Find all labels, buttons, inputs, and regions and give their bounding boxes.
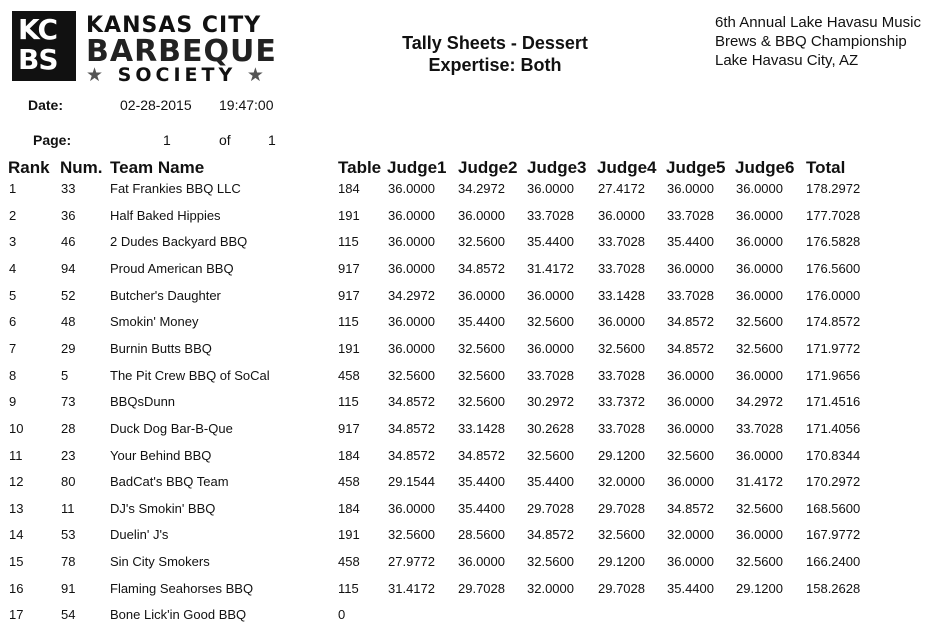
cell-judge1: 36.0000 — [388, 181, 435, 196]
column-header-judge4: Judge4 — [597, 158, 657, 177]
cell-team-name: The Pit Crew BBQ of SoCal — [110, 367, 270, 383]
cell-judge2: 28.5600 — [458, 527, 505, 543]
column-header-team-name: Team Name — [110, 158, 205, 177]
cell-judge1: 31.4172 — [388, 580, 435, 596]
cell-total: 177.7028 — [806, 207, 861, 223]
cell-table: 458 — [338, 474, 360, 490]
cell-judge6: 32.5600 — [736, 340, 783, 356]
cell-num: 48 — [61, 314, 76, 330]
cell-judge4: 36.0000 — [598, 207, 645, 223]
cell-judge5: 34.8572 — [667, 314, 714, 330]
cell-judge4: 33.7028 — [598, 260, 645, 276]
cell-total: 178.2972 — [806, 181, 861, 196]
cell-rank: 1 — [9, 181, 17, 196]
cell-total: 167.9772 — [806, 527, 861, 543]
cell-table: 458 — [338, 554, 360, 570]
cell-num: 28 — [61, 420, 76, 436]
cell-judge1: 36.0000 — [388, 500, 435, 516]
cell-judge5: 36.0000 — [667, 394, 714, 410]
cell-team-name: Proud American BBQ — [110, 260, 234, 276]
table-row — [0, 501, 950, 527]
page-current: 1 — [163, 132, 171, 148]
table-row — [0, 527, 950, 553]
cell-rank: 13 — [9, 500, 24, 516]
cell-table: 184 — [338, 500, 360, 516]
cell-table: 191 — [338, 340, 360, 356]
cell-table: 458 — [338, 367, 360, 383]
cell-judge1: 36.0000 — [388, 207, 435, 223]
cell-judge5: 36.0000 — [667, 260, 714, 276]
date-label: Date: — [28, 97, 64, 113]
logo-society-line — [86, 64, 268, 86]
cell-total: 168.5600 — [806, 500, 861, 516]
cell-rank: 3 — [9, 234, 17, 250]
cell-judge6: 36.0000 — [736, 181, 783, 196]
cell-judge3: 36.0000 — [527, 181, 574, 196]
cell-judge5: 35.4400 — [667, 580, 714, 596]
cell-total: 171.4056 — [806, 420, 861, 436]
cell-team-name: Half Baked Hippies — [110, 207, 221, 223]
cell-team-name: Smokin' Money — [110, 314, 199, 330]
cell-judge6: 36.0000 — [736, 287, 783, 303]
cell-total: 176.5600 — [806, 260, 861, 276]
cell-rank: 8 — [9, 367, 17, 383]
report-title-line2: Expertise: Both — [428, 55, 562, 75]
column-header-judge6: Judge6 — [735, 158, 795, 177]
cell-team-name: Butcher's Daughter — [110, 287, 221, 303]
cell-judge4: 36.0000 — [598, 314, 645, 330]
cell-num: 78 — [61, 554, 76, 570]
cell-judge3: 33.7028 — [527, 367, 574, 383]
page-label: Page: — [33, 132, 72, 148]
cell-table: 917 — [338, 260, 360, 276]
cell-team-name: Sin City Smokers — [110, 554, 210, 570]
cell-rank: 16 — [9, 580, 24, 596]
cell-num: 5 — [61, 367, 69, 383]
cell-judge3: 36.0000 — [527, 287, 574, 303]
report-title — [350, 32, 640, 76]
cell-rank: 15 — [9, 554, 24, 570]
time-value: 19:47:00 — [219, 97, 274, 113]
cell-judge2: 29.7028 — [458, 580, 505, 596]
cell-rank: 14 — [9, 527, 24, 543]
cell-table: 184 — [338, 181, 360, 196]
cell-judge5: 36.0000 — [667, 420, 714, 436]
cell-judge4: 29.1200 — [598, 554, 645, 570]
cell-judge3: 34.8572 — [527, 527, 574, 543]
table-row — [0, 368, 950, 394]
cell-team-name: Fat Frankies BBQ LLC — [110, 181, 241, 196]
cell-num: 73 — [61, 394, 76, 410]
cell-table: 917 — [338, 420, 360, 436]
cell-judge3: 30.2628 — [527, 420, 574, 436]
cell-judge1: 36.0000 — [388, 234, 435, 250]
cell-judge6: 33.7028 — [736, 420, 783, 436]
cell-judge2: 35.4400 — [458, 500, 505, 516]
cell-team-name: Burnin Butts BBQ — [110, 340, 212, 356]
cell-judge2: 32.5600 — [458, 394, 505, 410]
cell-team-name: BBQsDunn — [110, 394, 176, 410]
cell-num: 46 — [61, 234, 76, 250]
cell-judge4: 32.0000 — [598, 474, 645, 490]
table-row — [0, 421, 950, 447]
cell-team-name: Bone Lick'in Good BBQ — [110, 607, 247, 623]
cell-judge5: 36.0000 — [667, 367, 714, 383]
cell-judge5: 36.0000 — [667, 554, 714, 570]
cell-judge2: 36.0000 — [458, 287, 505, 303]
cell-judge6: 36.0000 — [736, 527, 783, 543]
cell-num: 29 — [61, 340, 76, 356]
cell-table: 115 — [338, 394, 359, 410]
cell-total: 171.9772 — [806, 340, 861, 356]
logo-mark-bottom: BS — [18, 43, 58, 76]
cell-judge2: 35.4400 — [458, 474, 505, 490]
cell-judge2: 32.5600 — [458, 340, 505, 356]
cell-judge6: 29.1200 — [736, 580, 783, 596]
cell-judge1: 34.8572 — [388, 420, 435, 436]
cell-judge6: 32.5600 — [736, 500, 783, 516]
cell-judge6: 32.5600 — [736, 554, 783, 570]
table-row — [0, 448, 950, 474]
cell-judge3: 32.5600 — [527, 554, 574, 570]
cell-judge2: 32.5600 — [458, 367, 505, 383]
cell-judge3: 31.4172 — [527, 260, 574, 276]
cell-judge3: 32.5600 — [527, 447, 574, 463]
cell-judge1: 36.0000 — [388, 314, 435, 330]
cell-team-name: Your Behind BBQ — [110, 447, 212, 463]
cell-judge6: 36.0000 — [736, 447, 783, 463]
cell-num: 23 — [61, 447, 76, 463]
cell-judge3: 32.5600 — [527, 314, 574, 330]
cell-judge2: 36.0000 — [458, 554, 505, 570]
cell-judge6: 36.0000 — [736, 207, 783, 223]
cell-judge2: 33.1428 — [458, 420, 505, 436]
cell-table: 115 — [338, 234, 359, 250]
cell-judge5: 33.7028 — [667, 287, 714, 303]
table-row — [0, 607, 950, 633]
date-value: 02-28-2015 — [120, 97, 192, 113]
cell-rank: 2 — [9, 207, 17, 223]
cell-total: 171.9656 — [806, 367, 861, 383]
kcbs-logo — [12, 11, 280, 85]
cell-total: 174.8572 — [806, 314, 861, 330]
cell-rank: 6 — [9, 314, 17, 330]
cell-team-name: BadCat's BBQ Team — [110, 474, 229, 490]
cell-table: 184 — [338, 447, 360, 463]
table-row — [0, 581, 950, 607]
cell-team-name: Duelin' J's — [110, 527, 169, 543]
cell-judge2: 34.8572 — [458, 260, 505, 276]
cell-judge4: 33.7028 — [598, 420, 645, 436]
cell-judge1: 27.9772 — [388, 554, 435, 570]
cell-judge1: 34.8572 — [388, 447, 435, 463]
cell-total: 170.8344 — [806, 447, 861, 463]
column-header-rank: Rank — [8, 158, 50, 177]
table-row — [0, 181, 950, 207]
cell-num: 54 — [61, 607, 76, 623]
cell-judge2: 32.5600 — [458, 234, 505, 250]
table-row — [0, 234, 950, 260]
cell-judge4: 29.7028 — [598, 580, 645, 596]
cell-judge4: 32.5600 — [598, 527, 645, 543]
cell-judge6: 31.4172 — [736, 474, 783, 490]
cell-table: 191 — [338, 207, 360, 223]
cell-num: 52 — [61, 287, 76, 303]
cell-judge6: 36.0000 — [736, 260, 783, 276]
table-row — [0, 288, 950, 314]
cell-total: 176.0000 — [806, 287, 861, 303]
event-line1: 6th Annual Lake Havasu Music — [715, 14, 921, 31]
cell-total: 176.5828 — [806, 234, 861, 250]
cell-team-name: Duck Dog Bar-B-Que — [110, 420, 233, 436]
cell-judge5: 36.0000 — [667, 474, 714, 490]
cell-table: 0 — [338, 607, 346, 623]
cell-judge3: 30.2972 — [527, 394, 574, 410]
cell-team-name: 2 Dudes Backyard BBQ — [110, 234, 248, 250]
cell-judge6: 36.0000 — [736, 367, 783, 383]
cell-team-name: Flaming Seahorses BBQ — [110, 580, 254, 596]
column-header-judge3: Judge3 — [527, 158, 587, 177]
logo-mark-top: KC — [18, 13, 57, 46]
cell-rank: 12 — [9, 474, 24, 490]
cell-judge5: 32.0000 — [667, 527, 714, 543]
cell-judge4: 33.7028 — [598, 234, 645, 250]
logo-kansas-city: KANSAS CITY — [86, 13, 262, 38]
event-info — [715, 13, 921, 70]
star-icon: ★ — [86, 64, 108, 86]
cell-rank: 7 — [9, 340, 17, 356]
cell-judge4: 33.7028 — [598, 367, 645, 383]
cell-judge6: 36.0000 — [736, 234, 783, 250]
cell-total: 158.2628 — [806, 580, 861, 596]
cell-total: 170.2972 — [806, 474, 861, 490]
cell-judge1: 32.5600 — [388, 367, 435, 383]
column-header-num: Num. — [60, 158, 103, 177]
column-header-table: Table — [338, 158, 382, 177]
cell-judge1: 36.0000 — [388, 340, 435, 356]
cell-table: 191 — [338, 527, 360, 543]
table-row — [0, 341, 950, 367]
cell-judge5: 34.8572 — [667, 500, 714, 516]
column-header-judge1: Judge1 — [387, 158, 447, 177]
cell-num: 53 — [61, 527, 76, 543]
cell-table: 115 — [338, 580, 359, 596]
report-title-line1: Tally Sheets - Dessert — [402, 33, 588, 53]
cell-num: 80 — [61, 474, 76, 490]
cell-rank: 11 — [9, 447, 23, 463]
column-header-total: Total — [806, 158, 846, 177]
cell-judge5: 33.7028 — [667, 207, 714, 223]
column-header-judge2: Judge2 — [458, 158, 518, 177]
cell-judge1: 36.0000 — [388, 260, 435, 276]
cell-judge4: 33.7372 — [598, 394, 645, 410]
cell-judge4: 33.1428 — [598, 287, 645, 303]
cell-judge3: 29.7028 — [527, 500, 574, 516]
event-line3: Lake Havasu City, AZ — [715, 52, 859, 69]
table-row — [0, 208, 950, 234]
column-header-judge5: Judge5 — [666, 158, 726, 177]
cell-judge2: 34.8572 — [458, 447, 505, 463]
table-row — [0, 314, 950, 340]
cell-judge4: 29.1200 — [598, 447, 645, 463]
cell-judge6: 34.2972 — [736, 394, 783, 410]
cell-num: 11 — [61, 500, 75, 516]
star-icon: ★ — [246, 64, 268, 86]
cell-num: 33 — [61, 181, 76, 196]
cell-judge2: 34.2972 — [458, 181, 505, 196]
table-row — [0, 394, 950, 420]
cell-judge3: 32.0000 — [527, 580, 574, 596]
cell-judge5: 36.0000 — [667, 181, 714, 196]
table-row — [0, 554, 950, 580]
cell-num: 36 — [61, 207, 76, 223]
cell-judge5: 32.5600 — [667, 447, 714, 463]
table-row — [0, 261, 950, 287]
cell-judge1: 29.1544 — [388, 474, 435, 490]
cell-judge2: 36.0000 — [458, 207, 505, 223]
cell-total: 166.2400 — [806, 554, 861, 570]
cell-judge1: 32.5600 — [388, 527, 435, 543]
kcbs-logo-mark — [12, 11, 76, 81]
cell-judge4: 27.4172 — [598, 181, 645, 196]
cell-rank: 17 — [9, 607, 24, 623]
cell-judge3: 36.0000 — [527, 340, 574, 356]
cell-table: 115 — [338, 314, 359, 330]
cell-judge4: 32.5600 — [598, 340, 645, 356]
cell-judge3: 33.7028 — [527, 207, 574, 223]
cell-num: 94 — [61, 260, 76, 276]
cell-total: 171.4516 — [806, 394, 861, 410]
logo-society: SOCIETY — [117, 64, 237, 86]
cell-judge5: 35.4400 — [667, 234, 714, 250]
cell-judge5: 34.8572 — [667, 340, 714, 356]
cell-rank: 10 — [9, 420, 24, 436]
logo-barbeque: BARBEQUE — [86, 34, 277, 69]
table-row — [0, 474, 950, 500]
event-line2: Brews & BBQ Championship — [715, 33, 907, 50]
cell-judge3: 35.4400 — [527, 474, 574, 490]
cell-judge1: 34.2972 — [388, 287, 435, 303]
page-of: of — [219, 132, 231, 148]
cell-judge4: 29.7028 — [598, 500, 645, 516]
cell-team-name: DJ's Smokin' BBQ — [110, 500, 216, 516]
cell-rank: 4 — [9, 260, 17, 276]
cell-rank: 9 — [9, 394, 17, 410]
cell-judge3: 35.4400 — [527, 234, 574, 250]
cell-num: 91 — [61, 580, 76, 596]
cell-judge1: 34.8572 — [388, 394, 435, 410]
page-total: 1 — [268, 132, 276, 148]
cell-table: 917 — [338, 287, 360, 303]
cell-judge6: 32.5600 — [736, 314, 783, 330]
cell-judge2: 35.4400 — [458, 314, 505, 330]
cell-rank: 5 — [9, 287, 17, 303]
